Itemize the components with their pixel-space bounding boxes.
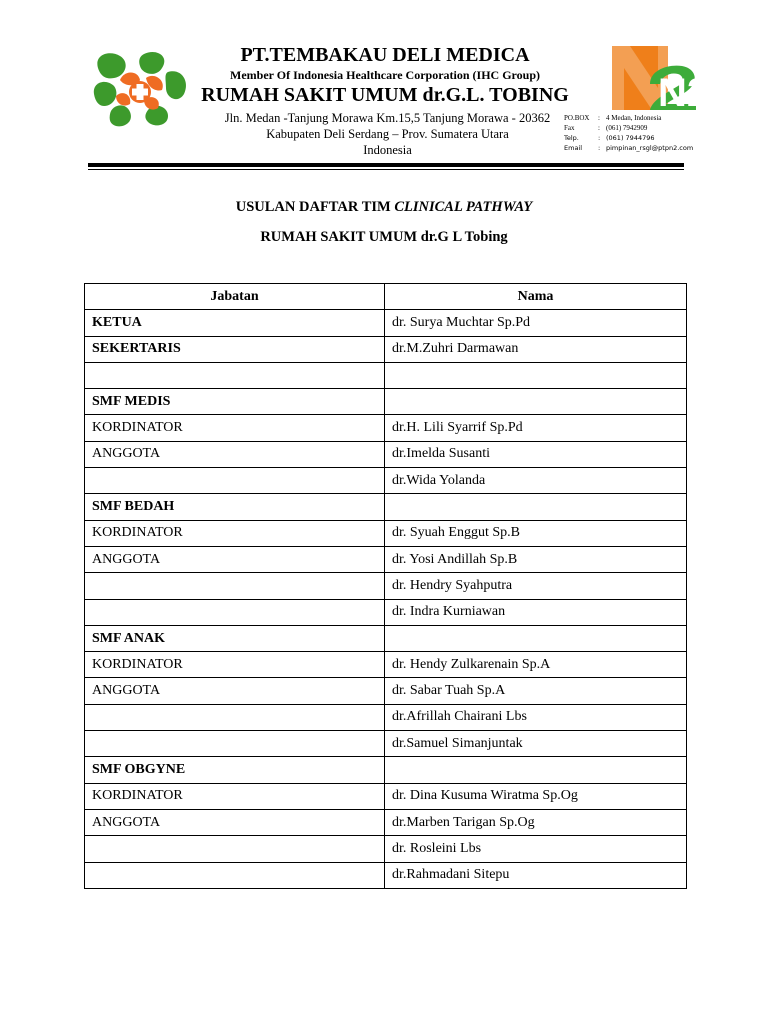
table-row — [85, 573, 687, 599]
document-subtitle: RUMAH SAKIT UMUM dr.G L Tobing — [260, 229, 508, 245]
document-title: USULAN DAFTAR TIM CLINICAL PATHWAY — [235, 199, 533, 215]
table-row — [85, 731, 687, 757]
column-header-jabatan: Jabatan — [85, 284, 385, 310]
table-row — [85, 836, 687, 862]
table-row — [85, 520, 687, 546]
table-header-row — [85, 284, 687, 310]
nama-cell — [385, 362, 687, 388]
jabatan-cell: ANGGOTA — [85, 546, 385, 572]
jabatan-cell: SMF BEDAH — [85, 494, 385, 520]
table-row — [85, 704, 687, 730]
nama-cell: dr. Syuah Enggut Sp.B — [385, 520, 687, 546]
letterhead-divider-thin — [88, 169, 684, 170]
table-row — [85, 494, 687, 520]
contact-row: Email : pimpinan_rsgl@ptpn2.com — [564, 144, 694, 152]
table-row — [85, 468, 687, 494]
table-row — [85, 389, 687, 415]
jabatan-cell: ANGGOTA — [85, 441, 385, 467]
jabatan-cell: ANGGOTA — [85, 809, 385, 835]
contact-row: PO.BOX : 4 Medan, Indonesia — [564, 114, 662, 122]
table-row — [85, 625, 687, 651]
jabatan-cell: KORDINATOR — [85, 783, 385, 809]
nama-cell: dr. Sabar Tuah Sp.A — [385, 678, 687, 704]
jabatan-cell: SEKERTARIS — [85, 336, 385, 362]
nama-cell — [385, 757, 687, 783]
jabatan-cell — [85, 704, 385, 730]
nama-cell: dr. Hendy Zulkarenain Sp.A — [385, 652, 687, 678]
table-row — [85, 599, 687, 625]
nama-cell: dr. Yosi Andillah Sp.B — [385, 546, 687, 572]
jabatan-cell — [85, 362, 385, 388]
hospital-logo — [90, 50, 190, 128]
letterhead-divider-thick — [88, 163, 684, 167]
table-row — [85, 757, 687, 783]
column-header-nama: Nama — [385, 284, 687, 310]
logo-right-text: N2 — [658, 71, 710, 115]
nama-cell — [385, 494, 687, 520]
nama-cell: dr. Dina Kusuma Wiratma Sp.Og — [385, 783, 687, 809]
table-row — [85, 310, 687, 336]
nama-cell: dr.M.Zuhri Darmawan — [385, 336, 687, 362]
jabatan-cell: KORDINATOR — [85, 652, 385, 678]
jabatan-cell — [85, 862, 385, 888]
address-line-3: Indonesia — [363, 143, 412, 157]
table-row — [85, 546, 687, 572]
jabatan-cell — [85, 573, 385, 599]
table-row — [85, 336, 687, 362]
jabatan-cell: KORDINATOR — [85, 520, 385, 546]
table-row — [85, 441, 687, 467]
jabatan-cell: KETUA — [85, 310, 385, 336]
address-block — [200, 110, 575, 158]
nama-cell: dr. Rosleini Lbs — [385, 836, 687, 862]
nama-cell: dr.Marben Tarigan Sp.Og — [385, 809, 687, 835]
jabatan-cell: SMF MEDIS — [85, 389, 385, 415]
table-row — [85, 809, 687, 835]
jabatan-cell: SMF OBGYNE — [85, 757, 385, 783]
jabatan-cell — [85, 836, 385, 862]
table-body — [85, 310, 687, 889]
nama-cell: dr.H. Lili Syarrif Sp.Pd — [385, 415, 687, 441]
nama-cell: dr. Hendry Syahputra — [385, 573, 687, 599]
contact-row: Telp. : (061) 7944796 — [564, 134, 655, 142]
address-line-2: Kabupaten Deli Serdang – Prov. Sumatera Utara — [266, 127, 509, 141]
nama-cell: dr.Samuel Simanjuntak — [385, 731, 687, 757]
nama-cell — [385, 625, 687, 651]
table-row — [85, 415, 687, 441]
address-line-1: Jln. Medan -Tanjung Morawa Km.15,5 Tanjung Morawa - 20362 — [224, 111, 551, 125]
company-name: PT.TEMBAKAU DELI MEDICA — [240, 44, 530, 66]
table-row — [85, 362, 687, 388]
contact-block — [564, 113, 693, 153]
hospital-name: RUMAH SAKIT UMUM dr.G.L. TOBING — [201, 84, 569, 106]
nama-cell: dr. Surya Muchtar Sp.Pd — [385, 310, 687, 336]
company-member-line: Member Of Indonesia Healthcare Corporation (IHC Group) — [230, 68, 540, 82]
jabatan-cell — [85, 599, 385, 625]
table-row — [85, 652, 687, 678]
nama-cell: dr.Wida Yolanda — [385, 468, 687, 494]
jabatan-cell — [85, 731, 385, 757]
contact-row: Fax : (061) 7942909 — [564, 124, 648, 132]
nama-cell: dr. Indra Kurniawan — [385, 599, 687, 625]
nama-cell: dr.Afrillah Chairani Lbs — [385, 704, 687, 730]
n2-logo — [610, 44, 710, 115]
jabatan-cell: ANGGOTA — [85, 678, 385, 704]
table-row — [85, 862, 687, 888]
jabatan-cell — [85, 468, 385, 494]
table-row — [85, 678, 687, 704]
team-roster-table — [84, 283, 687, 889]
nama-cell: dr.Rahmadani Sitepu — [385, 862, 687, 888]
jabatan-cell: KORDINATOR — [85, 415, 385, 441]
jabatan-cell: SMF ANAK — [85, 625, 385, 651]
nama-cell: dr.Imelda Susanti — [385, 441, 687, 467]
table-row — [85, 783, 687, 809]
nama-cell — [385, 389, 687, 415]
